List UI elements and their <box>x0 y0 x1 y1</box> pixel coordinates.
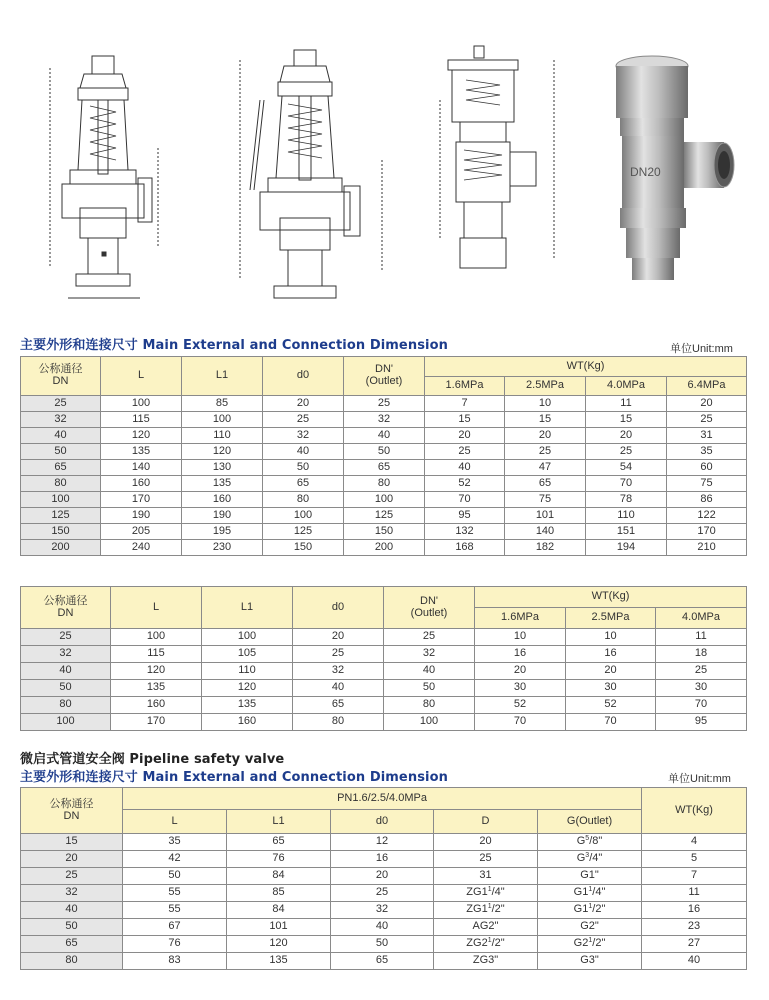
table-cell: 42 <box>123 851 227 868</box>
table-cell: 16 <box>331 851 434 868</box>
col-dnout-header: DN' (Outlet) <box>384 587 475 629</box>
table-cell: 85 <box>182 396 263 412</box>
table-cell: G2" <box>538 919 642 936</box>
dn-cell: 50 <box>21 680 111 697</box>
table-cell: 20 <box>475 663 566 680</box>
table-row <box>21 851 747 868</box>
table-cell: G3" <box>538 953 642 970</box>
table-cell: 160 <box>202 714 293 731</box>
col-dn-header: 公称通径 DN <box>21 587 111 629</box>
col-L1-header: L1 <box>182 357 263 396</box>
table-cell: 190 <box>182 508 263 524</box>
dn-cell: 80 <box>21 476 101 492</box>
table-cell: $G^5/8$" <box>538 834 642 851</box>
table-cell: 7 <box>425 396 505 412</box>
table-cell: 120 <box>101 428 182 444</box>
table-cell: 40 <box>425 460 505 476</box>
table-cell: 100 <box>111 629 202 646</box>
col-p2-header: 2.5MPa <box>505 377 586 396</box>
table-cell: 65 <box>263 476 344 492</box>
table-cell: 170 <box>111 714 202 731</box>
table-cell: 15 <box>505 412 586 428</box>
table-cell: 200 <box>344 540 425 556</box>
table-cell: G1" <box>538 868 642 885</box>
table-cell: 52 <box>425 476 505 492</box>
table-cell: 80 <box>384 697 475 714</box>
table-cell: 135 <box>182 476 263 492</box>
table-cell: 4 <box>642 834 747 851</box>
section1-title: 主要外形和连接尺寸 Main External and Connection Dimension <box>20 338 448 353</box>
table-cell: $ZG1^1/4$" <box>434 885 538 902</box>
table-row <box>21 697 747 714</box>
table-cell: 10 <box>475 629 566 646</box>
table-cell: 5 <box>642 851 747 868</box>
table-cell: 25 <box>384 629 475 646</box>
table-cell: 110 <box>586 508 667 524</box>
dn-cell: 200 <box>21 540 101 556</box>
table-cell: 130 <box>182 460 263 476</box>
dn-cell: 100 <box>21 492 101 508</box>
table-cell: 83 <box>123 953 227 970</box>
col-p1-header: 1.6MPa <box>425 377 505 396</box>
table-cell: 120 <box>227 936 331 953</box>
dn-cell: 32 <box>21 412 101 428</box>
table-cell: 120 <box>111 663 202 680</box>
table-cell: $ZG1^1/2$" <box>434 902 538 919</box>
table-cell: 27 <box>642 936 747 953</box>
table-cell: 80 <box>344 476 425 492</box>
col-wt-header: WT(Kg) <box>475 587 747 608</box>
table-cell: 55 <box>123 902 227 919</box>
col-p3-header: 4.0MPa <box>586 377 667 396</box>
table-cell: 168 <box>425 540 505 556</box>
table-cell: AG2" <box>434 919 538 936</box>
table-cell: 40 <box>642 953 747 970</box>
col-pn-header: PN1.6/2.5/4.0MPa <box>123 788 642 810</box>
table-cell: 70 <box>586 476 667 492</box>
valve-drawing-2 <box>232 40 392 310</box>
table-row <box>21 540 747 556</box>
table-cell: 84 <box>227 868 331 885</box>
col-p1-header: 1.6MPa <box>475 608 566 629</box>
table-cell: 16 <box>642 902 747 919</box>
col-L-header: L <box>123 810 227 834</box>
col-L1-header: L1 <box>202 587 293 629</box>
table-cell: 40 <box>344 428 425 444</box>
table-cell: 122 <box>667 508 747 524</box>
table-cell: 32 <box>293 663 384 680</box>
table-cell: 25 <box>331 885 434 902</box>
table-cell: 11 <box>642 885 747 902</box>
table-row <box>21 444 747 460</box>
table-row <box>21 714 747 731</box>
dn-cell: 100 <box>21 714 111 731</box>
table-cell: 40 <box>331 919 434 936</box>
table-cell: 32 <box>384 646 475 663</box>
table-cell: 160 <box>111 697 202 714</box>
table-cell: 100 <box>263 508 344 524</box>
table-cell: 95 <box>656 714 747 731</box>
col-p4-header: 6.4MPa <box>667 377 747 396</box>
table-cell: 135 <box>101 444 182 460</box>
table-cell: $ZG2^1/2$" <box>434 936 538 953</box>
table-cell: 54 <box>586 460 667 476</box>
table-cell: 60 <box>667 460 747 476</box>
dn-cell: 25 <box>21 868 123 885</box>
table-cell: 30 <box>566 680 656 697</box>
table-cell: 120 <box>202 680 293 697</box>
table-cell: 210 <box>667 540 747 556</box>
table-cell: 195 <box>182 524 263 540</box>
table-cell: 151 <box>586 524 667 540</box>
table-cell: 10 <box>505 396 586 412</box>
dn-cell: 32 <box>21 646 111 663</box>
table-cell: 125 <box>344 508 425 524</box>
table-row <box>21 919 747 936</box>
table-cell: 20 <box>586 428 667 444</box>
table-cell: 150 <box>344 524 425 540</box>
table-cell: 65 <box>344 460 425 476</box>
col-L-header: L <box>111 587 202 629</box>
dn-cell: 32 <box>21 885 123 902</box>
dn-cell: 65 <box>21 460 101 476</box>
table-row <box>21 680 747 697</box>
table-cell: 25 <box>656 663 747 680</box>
table-cell: 25 <box>293 646 384 663</box>
col-wt-header: WT(Kg) <box>425 357 747 377</box>
table-row <box>21 428 747 444</box>
dn-cell: 40 <box>21 663 111 680</box>
dimension-table-1 <box>20 356 747 556</box>
table-row <box>21 936 747 953</box>
section3-subtitle: 微启式管道安全阀 Pipeline safety valve <box>20 752 285 767</box>
col-p2-header: 2.5MPa <box>566 608 656 629</box>
table-cell: 140 <box>101 460 182 476</box>
col-d0-header: d0 <box>293 587 384 629</box>
table-cell: 110 <box>202 663 293 680</box>
section1-unit: 单位Unit:mm <box>670 343 733 355</box>
table-cell: 135 <box>227 953 331 970</box>
table-cell: 50 <box>123 868 227 885</box>
table-cell: 10 <box>566 629 656 646</box>
table-cell: 100 <box>182 412 263 428</box>
table-cell: 23 <box>642 919 747 936</box>
table-cell: 40 <box>384 663 475 680</box>
dn-cell: 40 <box>21 902 123 919</box>
table-row <box>21 508 747 524</box>
table-cell: 25 <box>425 444 505 460</box>
table-cell: 52 <box>566 697 656 714</box>
table-cell: 78 <box>586 492 667 508</box>
table-row <box>21 492 747 508</box>
table-cell: 20 <box>331 868 434 885</box>
table-cell: 32 <box>331 902 434 919</box>
table-cell: 25 <box>667 412 747 428</box>
table-cell: 115 <box>111 646 202 663</box>
table-cell: 15 <box>425 412 505 428</box>
table-cell: 132 <box>425 524 505 540</box>
valve-photo <box>600 48 750 288</box>
table-cell: 100 <box>384 714 475 731</box>
col-dnout-header: DN' (Outlet) <box>344 357 425 396</box>
table-cell: 76 <box>123 936 227 953</box>
table-cell: 50 <box>344 444 425 460</box>
table-cell: 194 <box>586 540 667 556</box>
table-cell: 105 <box>202 646 293 663</box>
table-cell: 70 <box>656 697 747 714</box>
table-cell: 65 <box>227 834 331 851</box>
table-cell: 35 <box>667 444 747 460</box>
dn-cell: 25 <box>21 629 111 646</box>
table-cell: 170 <box>101 492 182 508</box>
table-cell: 30 <box>475 680 566 697</box>
table-cell: 50 <box>263 460 344 476</box>
dn-cell: 50 <box>21 444 101 460</box>
table-cell: 50 <box>384 680 475 697</box>
section3-unit: 单位Unit:mm <box>668 773 731 785</box>
table-cell: 52 <box>475 697 566 714</box>
table-row <box>21 663 747 680</box>
table-cell: 20 <box>425 428 505 444</box>
table-cell: 67 <box>123 919 227 936</box>
col-d0-header: d0 <box>331 810 434 834</box>
table-cell: 80 <box>263 492 344 508</box>
table-cell: 70 <box>425 492 505 508</box>
table-row <box>21 868 747 885</box>
table-row <box>21 396 747 412</box>
col-L-header: L <box>101 357 182 396</box>
section3-title: 主要外形和连接尺寸 Main External and Connection Dimension <box>20 770 448 785</box>
col-dn-header: 公称通径 DN <box>21 357 101 396</box>
table-cell: 240 <box>101 540 182 556</box>
valve-stamp: DN20 <box>630 165 661 179</box>
table-cell: 135 <box>111 680 202 697</box>
table-cell: 182 <box>505 540 586 556</box>
table-row <box>21 885 747 902</box>
dimension-table-2 <box>20 586 747 731</box>
table-cell: 80 <box>293 714 384 731</box>
dn-cell: 65 <box>21 936 123 953</box>
dn-cell: 50 <box>21 919 123 936</box>
table-row <box>21 412 747 428</box>
table-cell: 84 <box>227 902 331 919</box>
table-cell: 205 <box>101 524 182 540</box>
table-cell: 120 <box>182 444 263 460</box>
table-cell: 18 <box>656 646 747 663</box>
col-d0-header: d0 <box>263 357 344 396</box>
col-D-header: D <box>434 810 538 834</box>
table-cell: 30 <box>656 680 747 697</box>
table-cell: 101 <box>505 508 586 524</box>
table-row <box>21 524 747 540</box>
table-cell: ZG3" <box>434 953 538 970</box>
table-cell: 20 <box>667 396 747 412</box>
table-cell: 25 <box>505 444 586 460</box>
col-G-header: G(Outlet) <box>538 810 642 834</box>
table-cell: 86 <box>667 492 747 508</box>
dn-cell: 80 <box>21 697 111 714</box>
table-cell: 70 <box>566 714 656 731</box>
table-cell: 76 <box>227 851 331 868</box>
table-cell: 20 <box>263 396 344 412</box>
table-cell: $G^3/4$" <box>538 851 642 868</box>
dn-cell: 125 <box>21 508 101 524</box>
table-cell: 150 <box>263 540 344 556</box>
dn-cell: 15 <box>21 834 123 851</box>
table-row <box>21 629 747 646</box>
table-cell: 25 <box>263 412 344 428</box>
table-cell: 15 <box>586 412 667 428</box>
table-cell: 95 <box>425 508 505 524</box>
dn-cell: 25 <box>21 396 101 412</box>
table-cell: 55 <box>123 885 227 902</box>
table-cell: 160 <box>101 476 182 492</box>
table-cell: 7 <box>642 868 747 885</box>
table-cell: 16 <box>475 646 566 663</box>
table-cell: 32 <box>263 428 344 444</box>
table-cell: 25 <box>344 396 425 412</box>
table-cell: 135 <box>202 697 293 714</box>
table-cell: 25 <box>586 444 667 460</box>
table-row <box>21 953 747 970</box>
table-cell: 110 <box>182 428 263 444</box>
table-cell: 160 <box>182 492 263 508</box>
dn-cell: 20 <box>21 851 123 868</box>
table-cell: $G1^1/4$" <box>538 885 642 902</box>
table-row <box>21 646 747 663</box>
table-cell: 16 <box>566 646 656 663</box>
table-cell: 20 <box>434 834 538 851</box>
table-cell: 170 <box>667 524 747 540</box>
col-p3-header: 4.0MPa <box>656 608 747 629</box>
table-cell: 101 <box>227 919 331 936</box>
table-cell: 70 <box>475 714 566 731</box>
table-cell: 100 <box>202 629 293 646</box>
dimension-table-3 <box>20 787 747 970</box>
table-cell: 31 <box>434 868 538 885</box>
table-cell: $G1^1/2$" <box>538 902 642 919</box>
table-cell: 40 <box>293 680 384 697</box>
table-cell: 65 <box>505 476 586 492</box>
table-cell: 47 <box>505 460 586 476</box>
table-cell: 31 <box>667 428 747 444</box>
valve-drawing-1 <box>40 48 170 308</box>
table-cell: 12 <box>331 834 434 851</box>
col-dn-header: 公称通径 DN <box>21 788 123 834</box>
table-cell: 11 <box>586 396 667 412</box>
dn-cell: 40 <box>21 428 101 444</box>
table-row <box>21 460 747 476</box>
table-cell: 65 <box>331 953 434 970</box>
table-cell: 50 <box>331 936 434 953</box>
table-row <box>21 476 747 492</box>
table-cell: 230 <box>182 540 263 556</box>
table-cell: 100 <box>344 492 425 508</box>
table-cell: 100 <box>101 396 182 412</box>
col-L1-header: L1 <box>227 810 331 834</box>
valve-drawing-3 <box>430 40 570 290</box>
table-cell: 75 <box>505 492 586 508</box>
table-cell: 35 <box>123 834 227 851</box>
table-row <box>21 834 747 851</box>
table-cell: 85 <box>227 885 331 902</box>
table-cell: 20 <box>293 629 384 646</box>
table-cell: 32 <box>344 412 425 428</box>
dn-cell: 80 <box>21 953 123 970</box>
table-cell: 190 <box>101 508 182 524</box>
col-wt-header: WT(Kg) <box>642 788 747 834</box>
table-cell: 40 <box>263 444 344 460</box>
dn-cell: 150 <box>21 524 101 540</box>
table-cell: 140 <box>505 524 586 540</box>
table-cell: 25 <box>434 851 538 868</box>
table-cell: 20 <box>566 663 656 680</box>
table-cell: 75 <box>667 476 747 492</box>
table-row <box>21 902 747 919</box>
table-cell: $G2^1/2$" <box>538 936 642 953</box>
table-cell: 115 <box>101 412 182 428</box>
table-cell: 11 <box>656 629 747 646</box>
table-cell: 20 <box>505 428 586 444</box>
table-cell: 125 <box>263 524 344 540</box>
table-cell: 65 <box>293 697 384 714</box>
